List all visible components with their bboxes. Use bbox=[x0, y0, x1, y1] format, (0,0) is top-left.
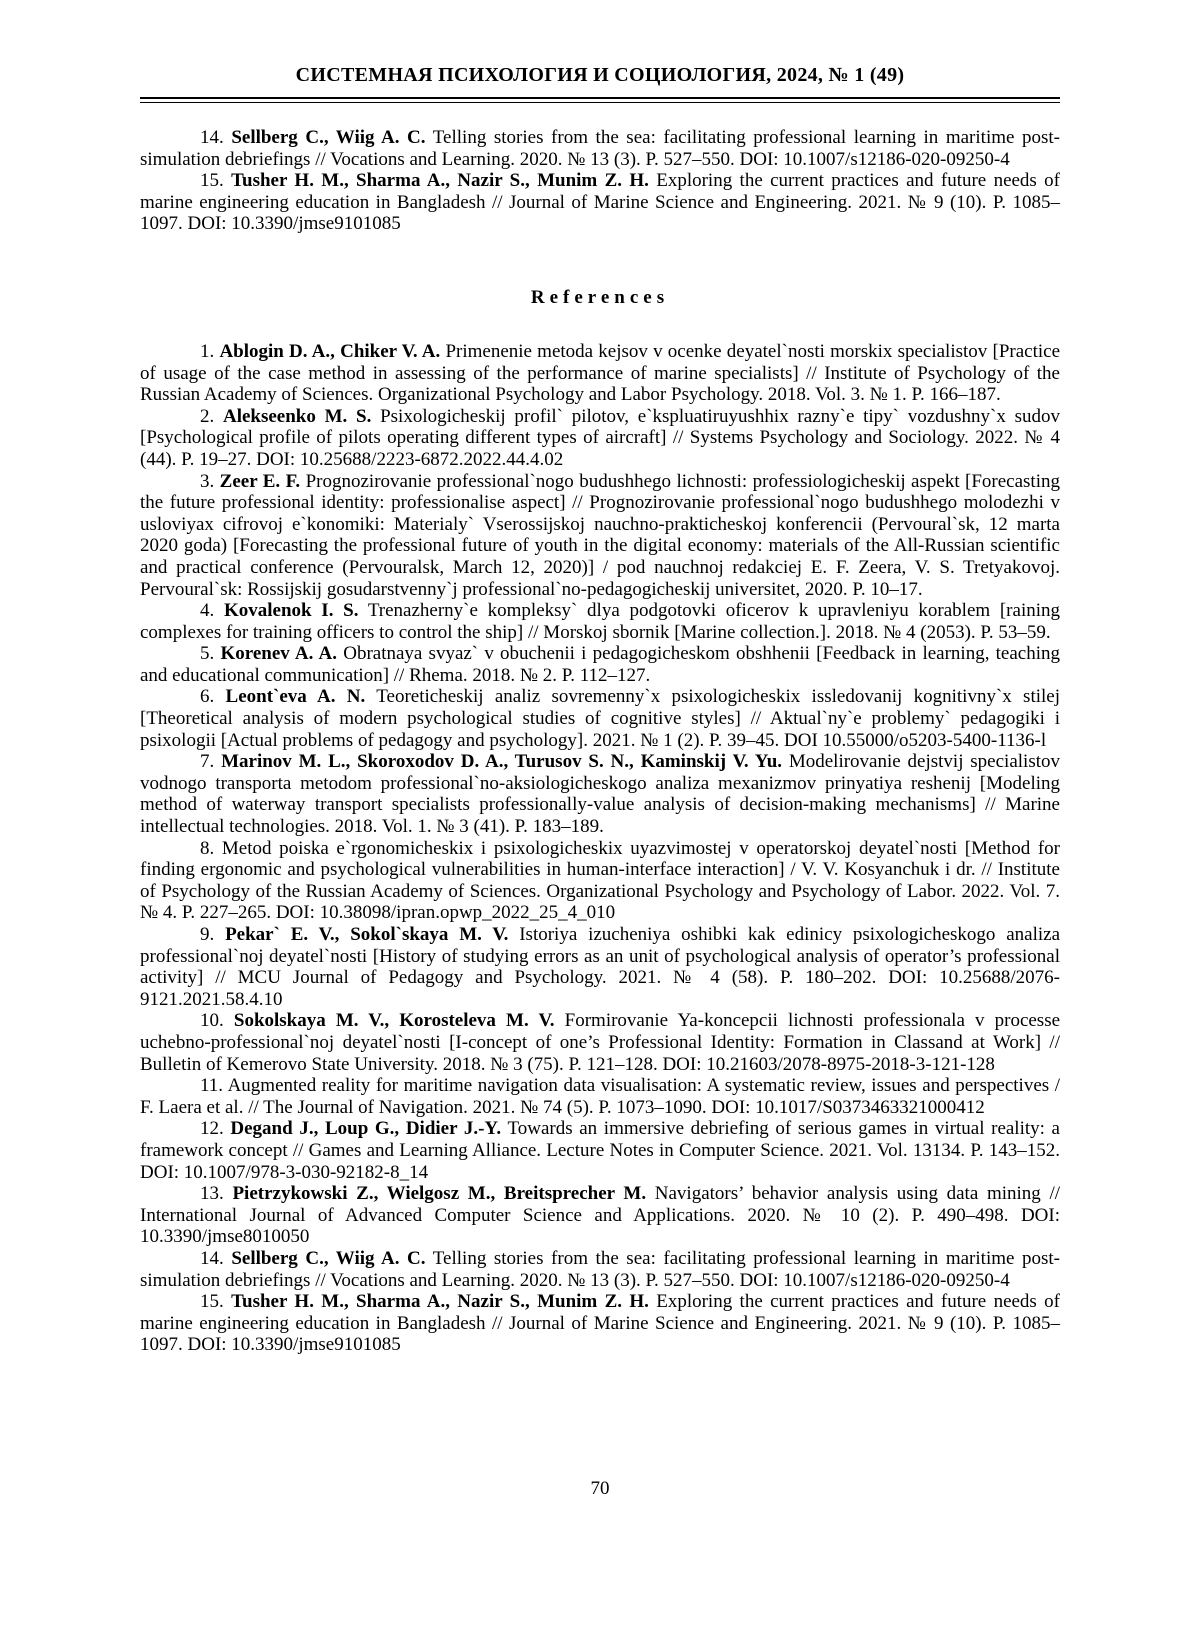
reference-number: 3. bbox=[200, 470, 215, 492]
reference-entry bbox=[140, 686, 1060, 751]
header-double-rule bbox=[140, 97, 1060, 103]
journal-title: СИСТЕМНАЯ ПСИХОЛОГИЯ И СОЦИОЛОГИЯ, 2024, № 1 (49) bbox=[295, 64, 905, 86]
reference-entry bbox=[140, 1183, 1060, 1248]
reference-body-text: Navigators’ behavior analysis using data mining // International Journal of Advanced Computer Science and Applications. 2020. № 10 (2). P. 490–498. DOI: 10.3390/jmse8010050 bbox=[140, 1183, 1061, 1248]
reference-body-text: Augmented reality for maritime navigation data visualisation: A systematic review, issues and perspectives / F. Laera et al. // The Journal of Navigation. 2021. № 74 (5). P. 1073–1090. DOI: 10.1017/S0373463321000412 bbox=[140, 1075, 1060, 1118]
reference-entry bbox=[140, 1291, 1060, 1356]
reference-body-text: Istoriya izucheniya oshibki kak edinicy psixologicheskogo analiza professional`noj deyatel`nosti [History of studying errors as an unit of psychological analysis of operator’s professional activity] // MCU Journal of Pedagogy and Psychology. 2021. № 4 (58). P. 180–202. DOI: 10.25688/2076-9121.2021.58.4.10 bbox=[140, 924, 1061, 1010]
reference-body-text: Towards an immersive debriefing of serious games in virtual reality: a framework concept // Games and Learning Alliance. Lecture Notes in Computer Science. 2021. Vol. 13134. P. 143–152. DOI: 10.1007/978-3-030-92182-8_14 bbox=[140, 1118, 1060, 1183]
reference-authors: Kovalenok I. S. bbox=[223, 600, 359, 622]
reference-entry bbox=[140, 1248, 1060, 1291]
reference-number: 15. bbox=[200, 170, 224, 192]
reference-number: 12. bbox=[200, 1118, 224, 1140]
reference-authors: Pietrzykowski Z., Wielgosz M., Breitsprecher M. bbox=[232, 1183, 647, 1205]
reference-body-text: Formirovanie Ya-koncepcii lichnosti professionala v processe uchebno-professional`noj deyatel`nosti [I-concept of one’s Professional Identity: Formation in Classand at Work] // Bulletin of Kemerovo State University. 2018. № 3 (75). P. 121–128. DOI: 10.21603/2078-8975-2018-3-121-128 bbox=[140, 1010, 1061, 1075]
reference-entry bbox=[140, 1010, 1060, 1075]
reference-body-text: Trenazherny`e kompleksy` dlya podgotovki oficerov k upravleniyu korablem [raining complexes for training officers to control the ship] // Morskoj sbornik [Marine collection.]. 2018. № 4 (2053). P. 53–59. bbox=[140, 600, 1061, 643]
reference-entry bbox=[140, 643, 1060, 686]
reference-number: 4. bbox=[200, 600, 215, 622]
reference-number: 14. bbox=[200, 127, 224, 148]
reference-number: 14. bbox=[200, 1247, 224, 1269]
reference-authors: Sellberg C., Wiig A. C. bbox=[231, 127, 426, 148]
reference-number: 2. bbox=[200, 405, 215, 427]
page-header bbox=[140, 64, 1060, 103]
reference-authors: Zeer E. F. bbox=[219, 470, 301, 492]
reference-body-text: Exploring the current practices and future needs of marine engineering education in Bangladesh // Journal of Marine Science and Engineering. 2021. № 9 (10). P. 1085–1097. DOI: 10.3390/jmse9101085 bbox=[140, 1291, 1060, 1356]
reference-authors: Leont`eva A. N. bbox=[225, 686, 366, 708]
reference-number: 1. bbox=[200, 340, 215, 362]
reference-number: 10. bbox=[200, 1010, 224, 1032]
reference-body-text: Telling stories from the sea: facilitating professional learning in maritime post-simulation debriefings // Vocations and Learning. 2020. № 13 (3). P. 527–550. DOI: 10.1007/s12186-020-09250-4 bbox=[140, 1247, 1060, 1291]
reference-number: 11. bbox=[200, 1075, 224, 1097]
references-heading: References bbox=[530, 286, 670, 308]
reference-entry bbox=[140, 406, 1060, 471]
reference-number: 15. bbox=[200, 1291, 224, 1313]
reference-body-text: Exploring the current practices and future needs of marine engineering education in Bangladesh // Journal of Marine Science and Engineering. 2021. № 9 (10). P. 1085–1097. DOI: 10.3390/jmse9101085 bbox=[140, 170, 1060, 235]
reference-body-text: Primenenie metoda kejsov v ocenke deyatel`nosti morskix specialistov [Practice of usage of the case method in assessing of the performance of marine specialists] // Institute of Psychology of the Russian Academy of Sciences. Organizational Psychology and Labor Psychology. 2018. Vol. 3. № 1. P. 166–187. bbox=[140, 340, 1060, 406]
reference-entry bbox=[140, 170, 1060, 235]
references-list bbox=[140, 341, 1060, 1356]
reference-body-text: Metod poiska e`rgonomicheskix i psixologicheskix uyazvimostej v operatorskoj deyatel`nosti [Method for finding ergonomic and psychological vulnerabilities in human-interface interaction] / V. V. Kosyanchuk i dr. // Institute of Psychology of the Russian Academy of Sciences. Organizational Psychology and Psychology of Labor. 2022. Vol. 7. № 4. P. 227–265. DOI: 10.38098/ipran.opwp_2022_25_4_010 bbox=[140, 837, 1061, 924]
page-number: 70 bbox=[590, 1478, 610, 1499]
reference-number: 7. bbox=[200, 751, 215, 773]
continued-references-list bbox=[140, 127, 1060, 235]
reference-authors: Sokolskaya M. V., Korosteleva M. V. bbox=[233, 1010, 555, 1032]
reference-body-text: Teoreticheskij analiz sovremenny`x psixologicheskix issledovanij kognitivny`x stilej [Theoretical analysis of modern psychological studies of cognitive styles] // Aktual`ny`e problemy` pedagogiki i psixologii [Actual problems of pedagogy and psychology]. 2021. № 1 (2). P. 39–45. DOI 10.55000/o5203-5400-1136-l bbox=[140, 686, 1061, 751]
reference-entry bbox=[140, 1118, 1060, 1183]
reference-authors: Korenev A. A. bbox=[220, 643, 338, 665]
reference-entry bbox=[140, 600, 1060, 643]
reference-entry bbox=[140, 1075, 1060, 1118]
reference-number: 9. bbox=[200, 924, 215, 945]
reference-number: 13. bbox=[200, 1183, 224, 1205]
reference-entry bbox=[140, 341, 1060, 406]
reference-number: 5. bbox=[200, 643, 215, 665]
reference-entry bbox=[140, 471, 1060, 601]
reference-body-text: Psixologicheskij profil` pilotov, e`kspluatiruyushhix razny`e tipy` vozdushny`x sudov [Psychological profile of pilots operating different types of aircraft] // Systems Psychology and Sociology. 2022. № 4 (44). P. 19–27. DOI: 10.25688/2223-6872.2022.44.4.02 bbox=[140, 405, 1060, 470]
reference-entry bbox=[140, 924, 1060, 1010]
reference-authors: Alekseenko M. S. bbox=[222, 405, 372, 427]
reference-entry bbox=[140, 127, 1060, 170]
reference-authors: Pekar` E. V., Sokol`skaya M. V. bbox=[225, 924, 509, 945]
reference-authors: Tusher H. M., Sharma A., Nazir S., Munim Z. H. bbox=[231, 1291, 649, 1313]
reference-body-text: Modelirovanie dejstvij specialistov vodnogo transporta metodom professional`no-aksiologicheskogo analiza mexanizmov prinyatiya reshenij [Modeling method of waterway transport specialists professionally-value analysis of decision-making mechanisms] // Marine intellectual technologies. 2018. Vol. 1. № 3 (41). P. 183–189. bbox=[140, 751, 1060, 838]
reference-number: 8. bbox=[200, 837, 215, 859]
reference-entry bbox=[140, 751, 1060, 837]
reference-authors: Degand J., Loup G., Didier J.-Y. bbox=[230, 1118, 502, 1140]
reference-authors: Marinov M. L., Skoroxodov D. A., Turusov S. N., Kaminskij V. Yu. bbox=[221, 751, 783, 773]
reference-authors: Ablogin D. A., Chiker V. A. bbox=[219, 340, 441, 362]
reference-authors: Tusher H. M., Sharma A., Nazir S., Munim Z. H. bbox=[231, 170, 649, 192]
reference-body-text: Telling stories from the sea: facilitating professional learning in maritime post-simulation debriefings // Vocations and Learning. 2020. № 13 (3). P. 527–550. DOI: 10.1007/s12186-020-09250-4 bbox=[140, 127, 1060, 170]
reference-authors: Sellberg C., Wiig A. C. bbox=[231, 1247, 426, 1269]
reference-entry bbox=[140, 838, 1060, 924]
reference-body-text: Prognozirovanie professional`nogo budushhego lichnosti: professiologicheskij aspekt [Forecasting the future professional identity: professionalise aspect] // Prognozirovanie professional`nogo budushhego molodezhi v usloviyax cifrovoj e`konomiki: Materialy` Vserossijskoj nauchno-prakticheskoj konferencii (Pervoural`sk, 12 marta 2020 goda) [Forecasting the professional future of youth in the digital economy: materials of the All-Russian scientific and practical conference (Pervouralsk, March 12, 2020)] / pod nauchnoj redakciej E. F. Zeera, V. S. Tretyakovoj. Pervoural`sk: Rossijskij gosudarstvenny`j professional`no-pedagogicheskij universitet, 2020. P. 10–17. bbox=[140, 470, 1060, 600]
reference-body-text: Obratnaya svyaz` v obuchenii i pedagogicheskom obshhenii [Feedback in learning, teaching and educational communication] // Rhema. 2018. № 2. P. 112–127. bbox=[140, 643, 1060, 686]
reference-number: 6. bbox=[200, 686, 215, 708]
